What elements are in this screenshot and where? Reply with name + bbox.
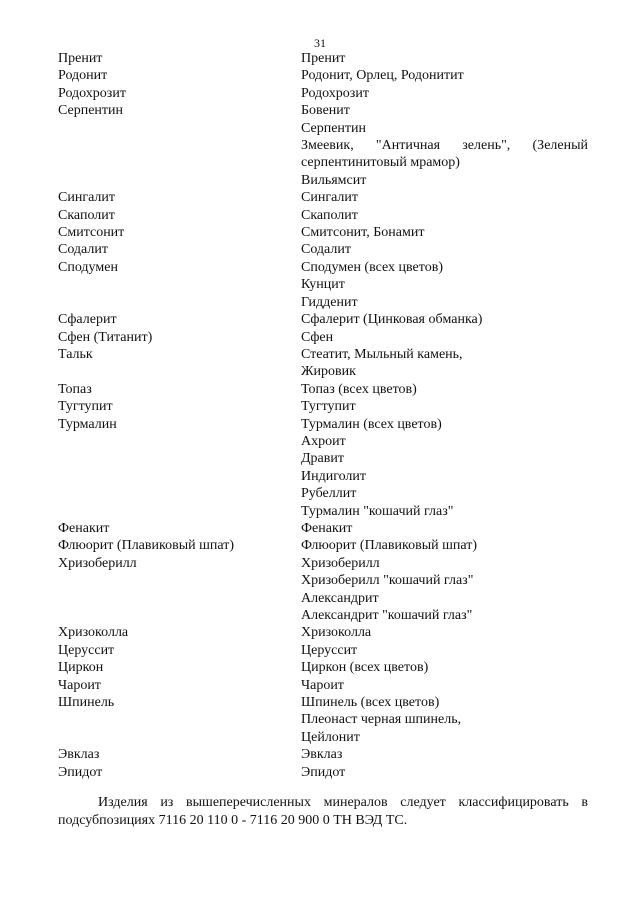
variety-name: Сфалерит (Цинковая обманка) xyxy=(301,312,483,328)
table-row xyxy=(58,416,588,520)
variety-list xyxy=(301,346,588,381)
footer-paragraph xyxy=(58,794,588,830)
variety-name: Пренит xyxy=(301,51,346,66)
variety-name: Хризоберилл xyxy=(301,555,380,571)
mineral-name: Хризоберилл xyxy=(58,555,137,571)
mineral-name: Сфалерит xyxy=(58,312,117,328)
mineral-name: Смитсонит xyxy=(58,225,125,241)
table-row xyxy=(58,677,588,694)
variety-name: Кунцит xyxy=(301,277,345,293)
variety-list xyxy=(301,207,588,224)
table-row xyxy=(58,642,588,659)
variety-name: Эпидот xyxy=(301,764,346,780)
table-row xyxy=(58,189,588,206)
variety-name: Турмалин "кошачий глаз" xyxy=(301,503,454,519)
variety-name: Александрит xyxy=(301,590,379,606)
mineral-name: Родохрозит xyxy=(58,85,126,101)
variety-list xyxy=(301,642,588,659)
table-row xyxy=(58,381,588,398)
mineral-name: Эвклаз xyxy=(58,747,100,763)
variety-list xyxy=(301,624,588,641)
variety-list xyxy=(301,102,588,189)
variety-list xyxy=(301,329,588,346)
mineral-name: Содалит xyxy=(58,242,108,258)
mineral-name: Шпинель xyxy=(58,695,115,711)
footer-line-2: подсубпозициях 7116 20 110 0 - 7116 20 900 0 ТН ВЭД ТС. xyxy=(58,813,408,828)
variety-list xyxy=(301,520,588,537)
variety-name: Жировик xyxy=(301,364,356,380)
variety-name: Серпентин xyxy=(301,120,367,136)
mineral-name: Топаз xyxy=(58,381,92,397)
page-number: 31 xyxy=(314,36,326,50)
table-row xyxy=(58,241,588,258)
variety-name: Родохрозит xyxy=(301,85,369,101)
mineral-name: Тугтупит xyxy=(58,399,113,415)
variety-list xyxy=(301,50,588,67)
variety-list xyxy=(301,381,588,398)
mineral-name: Родонит xyxy=(58,68,108,84)
table-row xyxy=(58,764,588,781)
table-row xyxy=(58,624,588,641)
variety-name: Гидденит xyxy=(301,294,358,310)
variety-name: Флюорит (Плавиковый шпат) xyxy=(301,538,477,554)
variety-name: Циркон (всех цветов) xyxy=(301,660,429,676)
variety-name: Скаполит xyxy=(301,207,358,223)
variety-list xyxy=(301,241,588,258)
table-row xyxy=(58,537,588,554)
mineral-name: Эпидот xyxy=(58,764,103,780)
variety-name: Родонит, Орлец, Родонитит xyxy=(301,68,464,84)
variety-list xyxy=(301,659,588,676)
variety-name: Фенакит xyxy=(301,520,353,536)
table-row xyxy=(58,50,588,67)
variety-name: Александрит "кошачий глаз" xyxy=(301,608,473,623)
variety-name: Эвклаз xyxy=(301,747,343,763)
variety-name: Тугтупит xyxy=(301,399,356,415)
table-row xyxy=(58,555,588,625)
mineral-name: Сфен (Титанит) xyxy=(58,329,153,345)
variety-name: Сфен xyxy=(301,329,334,345)
footer-line-1: Изделия из вышеперечисленных минералов следует классифицировать в xyxy=(98,795,588,810)
variety-name: Цейлонит xyxy=(301,729,360,745)
variety-name: Змеевик, "Античная зелень", (Зеленый xyxy=(301,138,588,154)
table-row xyxy=(58,694,588,746)
table-row xyxy=(58,659,588,676)
variety-list xyxy=(301,694,588,746)
variety-name: Стеатит, Мыльный камень, xyxy=(301,346,463,362)
variety-name: Чароит xyxy=(301,677,344,693)
mineral-name: Турмалин xyxy=(58,416,117,432)
variety-name: Церуссит xyxy=(301,642,358,658)
mineral-table xyxy=(58,50,588,781)
variety-name: Шпинель (всех цветов) xyxy=(301,695,440,711)
variety-list xyxy=(301,85,588,102)
variety-name: серпентинитовый мрамор) xyxy=(301,155,460,171)
variety-name: Сподумен (всех цветов) xyxy=(301,259,443,275)
variety-list xyxy=(301,746,588,763)
variety-name: Рубеллит xyxy=(301,486,357,502)
mineral-name: Серпентин xyxy=(58,103,124,119)
variety-list xyxy=(301,259,588,311)
table-row xyxy=(58,85,588,102)
table-row xyxy=(58,259,588,311)
variety-list xyxy=(301,764,588,781)
variety-name: Вильямсит xyxy=(301,172,367,188)
variety-name: Индиголит xyxy=(301,468,367,484)
mineral-name: Скаполит xyxy=(58,207,115,223)
variety-name: Сингалит xyxy=(301,190,358,206)
variety-name: Плеонаст черная шпинель, xyxy=(301,712,462,728)
table-row xyxy=(58,224,588,241)
variety-name: Бовенит xyxy=(301,103,350,119)
variety-name: Ахроит xyxy=(301,433,346,449)
variety-name: Турмалин (всех цветов) xyxy=(301,416,442,432)
variety-list xyxy=(301,67,588,84)
mineral-name: Фенакит xyxy=(58,520,110,536)
mineral-name: Хризоколла xyxy=(58,625,129,641)
variety-name: Смитсонит, Бонамит xyxy=(301,225,425,241)
variety-name: Хризоберилл "кошачий глаз" xyxy=(301,573,474,589)
variety-list xyxy=(301,677,588,694)
mineral-name: Тальк xyxy=(58,346,93,362)
variety-list xyxy=(301,311,588,328)
table-row xyxy=(58,67,588,84)
variety-list xyxy=(301,416,588,520)
mineral-name: Сингалит xyxy=(58,190,115,206)
table-row xyxy=(58,746,588,763)
table-row xyxy=(58,398,588,415)
table-row xyxy=(58,207,588,224)
table-row xyxy=(58,346,588,381)
table-row xyxy=(58,311,588,328)
mineral-name: Флюорит (Плавиковый шпат) xyxy=(58,538,234,554)
variety-list xyxy=(301,189,588,206)
mineral-name: Циркон xyxy=(58,660,104,676)
mineral-name: Чароит xyxy=(58,677,101,693)
table-row xyxy=(58,520,588,537)
variety-name: Дравит xyxy=(301,451,344,467)
variety-list xyxy=(301,537,588,554)
variety-name: Содалит xyxy=(301,242,351,258)
mineral-name: Церуссит xyxy=(58,642,115,658)
mineral-name: Сподумен xyxy=(58,259,118,275)
variety-list xyxy=(301,398,588,415)
variety-name: Топаз (всех цветов) xyxy=(301,381,417,397)
table-row xyxy=(58,329,588,346)
variety-list xyxy=(301,555,588,625)
table-row xyxy=(58,102,588,189)
mineral-name: Пренит xyxy=(58,51,103,66)
variety-list xyxy=(301,224,588,241)
variety-name: Хризоколла xyxy=(301,625,372,641)
